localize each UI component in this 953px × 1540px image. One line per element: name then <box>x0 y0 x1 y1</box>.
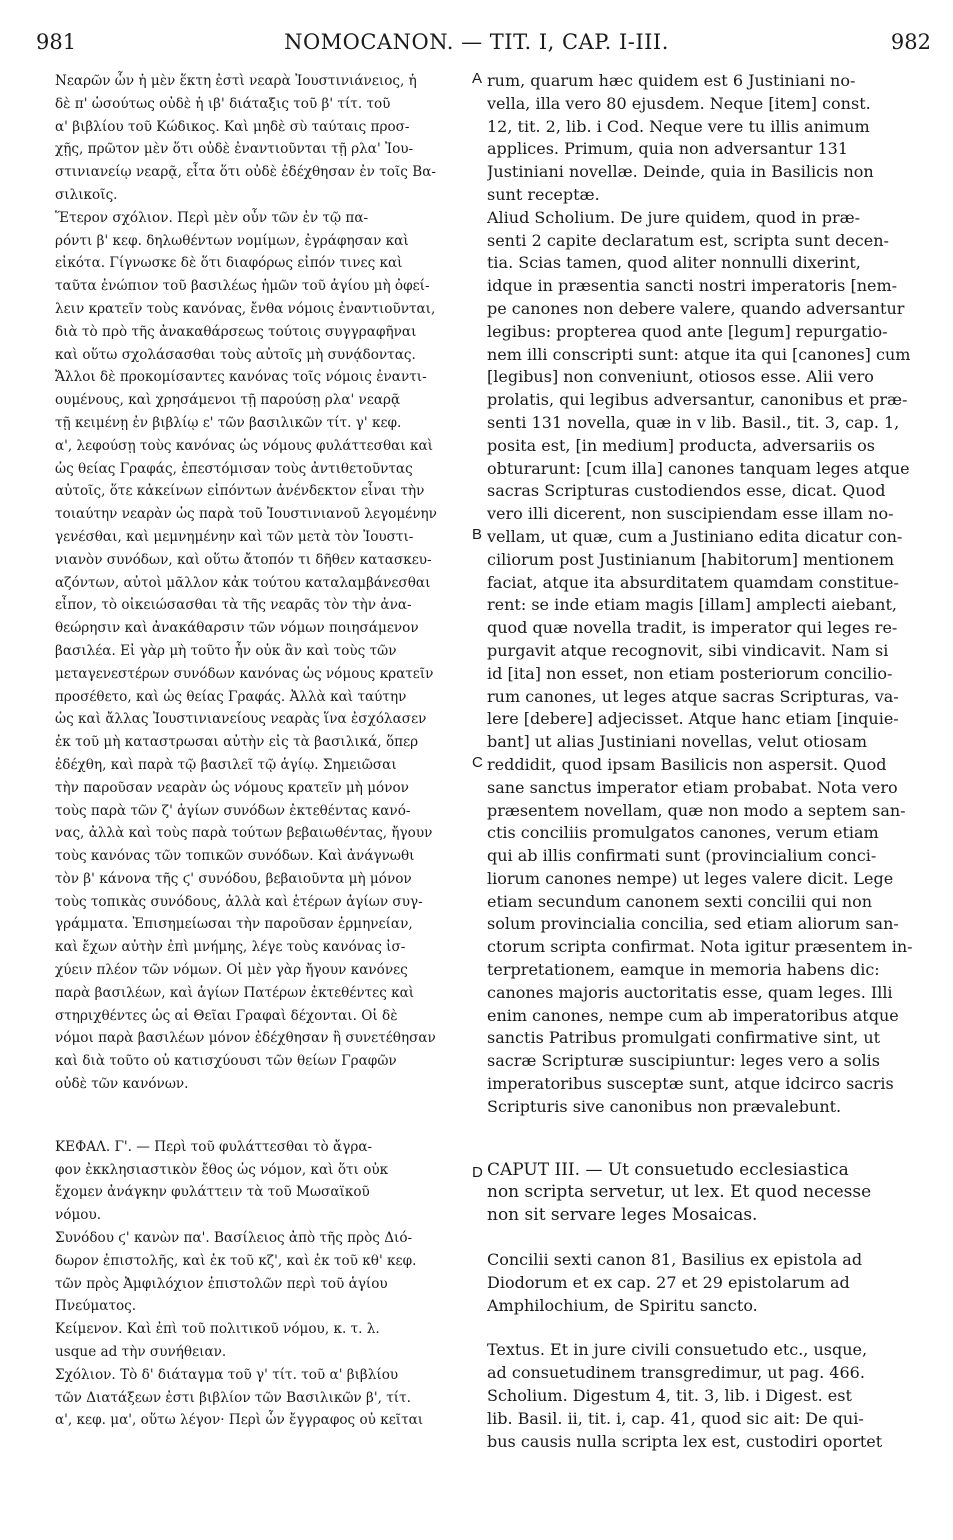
text-line: solum provincialia concilia, sed etiam aliorum san- <box>487 914 899 934</box>
text-line: canones majoris auctoritatis esse, quam leges. Illi <box>487 982 893 1002</box>
text-line: τοὺς τοπικὰς συνόδους, ἀλλὰ καὶ ἑτέρων ἁγίων συγ- <box>55 893 423 910</box>
text-line: α', κεφ. μα', οὕτω λέγον· Περὶ ὧν ἔγγραφος οὐ κεῖται <box>55 1412 424 1429</box>
text-line: bant] ut alias Justiniani novellas, velut otiosam <box>487 732 867 752</box>
text-line: νας, ἀλλὰ καὶ τοὺς παρὰ τούτων βεβαιωθέντας, ἤγουν <box>55 825 433 842</box>
text-line: βασιλέα. Εἰ γὰρ μὴ τοῦτο ἦν οὐκ ἂν καὶ τοὺς τῶν <box>55 642 397 659</box>
greek-paragraph-6 <box>55 1318 470 1364</box>
page-number-right: 982 <box>890 30 931 54</box>
text-line: λειν κρατεῖν τοὺς κανόνας, ἔνθα νόμοις ἐναντιοῦνται, <box>55 300 436 317</box>
text-line: Justiniani novellæ. Deinde, quia in Basilicis non <box>487 162 874 182</box>
text-line: ἐκ τοῦ μὴ καταστρωσαι αὐτὴν εἰς τὰ βασιλικά, ὅπερ <box>55 734 419 751</box>
text-line: usque ad τὴν συνήθειαν. <box>55 1344 227 1361</box>
text-line: non sit servare leges Mosaicas. <box>487 1205 758 1226</box>
text-line: Scripturis sive canonibus non prævalebunt. <box>487 1096 842 1116</box>
text-line: enim canones, nempe cum ab imperatoribus atque <box>487 1005 899 1025</box>
greek-paragraph-7 <box>55 1364 470 1432</box>
section-gap <box>55 1096 470 1136</box>
text-line: δὲ π' ὡσούτως οὐδὲ ἡ ιβ' διάταξις τοῦ β' τίτ. τοῦ <box>55 95 391 112</box>
text-line: applices. Primum, quia non adversantur 131 <box>487 139 849 159</box>
text-line: γενέσθαι, καὶ μεμνημένην καὶ τῶν μετὰ τὸν Ἰουστι- <box>55 528 414 545</box>
text-line: imperatoribus susceptæ sunt, atque idcirco sacris <box>487 1074 894 1094</box>
text-line: σιλικοῖς. <box>55 186 118 203</box>
greek-paragraph-1 <box>55 70 470 207</box>
text-line: idque in præsentia sancti nostri imperatoris [nem- <box>487 276 898 296</box>
text-line: ὡς καὶ ἄλλας Ἰουστινιανείους νεαρὰς ἵνα ἐσχόλασεν <box>55 711 427 728</box>
text-line: obturarunt: [cum illa] canones tanquam leges atque <box>487 458 910 478</box>
text-line: τῶν πρὸς Ἀμφιλόχιον ἐπιστολῶν περὶ τοῦ ἁγίου <box>55 1275 388 1292</box>
text-line: Amphilochium, de Spiritu sancto. <box>487 1295 758 1315</box>
latin-column <box>487 70 927 1453</box>
margin-letter-c: C <box>472 754 483 771</box>
text-line: ουμένους, καὶ χρησάμενοι τῇ παρούσῃ ρλα' νεαρᾷ <box>55 392 401 409</box>
text-line: lere [debere] adjecisset. Atque hanc etiam [inquie- <box>487 709 899 729</box>
page-number-left: 981 <box>36 30 77 54</box>
text-line: παρὰ βασιλέων, καὶ ἁγίων Πατέρων ἐκτεθέντες καὶ <box>55 984 415 1001</box>
latin-paragraph-6 <box>487 1385 927 1453</box>
text-line: α' βιβλίου τοῦ Κώδικος. Καὶ μηδὲ σὺ ταύταις προσ- <box>55 118 410 135</box>
text-line: purgavit atque recognovit, sibi vindicavit. Nam si <box>487 640 889 660</box>
text-line: reddidit, quod ipsam Basilicis non aspersit. Quod <box>487 754 887 774</box>
text-line: τῇ κειμένῃ ἐν βιβλίῳ ε' τῶν βασιλικῶν τίτ. γ' κεφ. <box>55 414 402 431</box>
text-line: στηριχθέντες ὡς αἱ Θεῖαι Γραφαὶ δέχονται. Οἱ δὲ <box>55 1007 398 1024</box>
text-line: δωρον ἐπιστολῆς, καὶ ἐκ τοῦ κζ', καὶ ἐκ τοῦ κθ' κεφ. <box>55 1252 417 1269</box>
greek-paragraph-2 <box>55 207 470 367</box>
text-line: sunt receptæ. <box>487 184 600 204</box>
text-line: α', λεφούσῃ τοὺς κανόνας ὡς νόμους φυλάττεσθαι καὶ <box>55 437 433 454</box>
paragraph-gap <box>487 1317 927 1339</box>
latin-chapter-heading <box>487 1159 927 1227</box>
text-line: νόμου. <box>55 1207 102 1224</box>
text-line: 12, tit. 2, lib. i Cod. Neque vere tu illis animum <box>487 116 870 136</box>
text-line: ρόντι β' κεφ. δηλωθέντων νομίμων, ἐγράφησαν καὶ <box>55 232 409 249</box>
text-line: præsentem novellam, quæ non modo a septem san- <box>487 800 906 820</box>
text-line: Scholium. Digestum 4, tit. 3, lib. i Digest. est <box>487 1386 852 1406</box>
text-line: qui ab illis confirmati sunt (provincialium conci- <box>487 846 877 866</box>
text-line: εἶπον, τὸ οἰκειώσασθαι τὰ τῆς νεαρᾶς τὸν τὴν ἀνα- <box>55 597 412 614</box>
text-line: καὶ ἔχων αὐτὴν ἐπὶ μνήμης, λέγε τοὺς κανόνας ἰσ- <box>55 939 406 956</box>
text-line: ἐδέχθη, καὶ παρὰ τῷ βασιλεῖ τῷ ἁγίῳ. Σημειῶσαι <box>55 756 397 773</box>
text-line: προσέθετο, καὶ ὡς θείας Γραφάς. Ἀλλὰ καὶ ταύτην <box>55 688 407 705</box>
text-line: ΚΕΦΑΛ. Γ'. — Περὶ τοῦ φυλάττεσθαι τὸ ἄγρα- <box>55 1138 373 1155</box>
latin-paragraph-5 <box>487 1339 927 1385</box>
text-line: sacras Scripturas custodiendos esse, dicat. Quod <box>487 481 886 501</box>
text-line: φον ἐκκλησιαστικὸν ἔθος ὡς νόμον, καὶ ὅτι οὐκ <box>55 1161 389 1178</box>
text-line: νόμοι παρὰ βασιλέων μόνον ἐδέχθησαν ἢ συνετέθησαν <box>55 1030 436 1047</box>
greek-paragraph-5 <box>55 1227 470 1318</box>
text-line: [legibus] non conveniunt, otiosos esse. Alii vero <box>487 367 874 387</box>
text-line: τὴν παροῦσαν νεαρὰν ὡς νόμους κρατεῖν μὴ μόνον <box>55 779 409 796</box>
text-line: τοιαύτην νεαρὰν ὡς παρὰ τοῦ Ἰουστινιανοῦ λεγομένην <box>55 506 437 523</box>
text-line: ctis conciliis promulgatos canones, verum etiam <box>487 823 879 843</box>
margin-letter-a: A <box>472 70 483 87</box>
section-gap <box>487 1119 927 1159</box>
text-line: τοὺς κανόνας τῶν τοπικῶν συνόδων. Καὶ ἀνάγνωθι <box>55 848 415 865</box>
margin-letter-d: D <box>472 1164 483 1181</box>
text-line: pe canones non debere valere, quando adversantur <box>487 298 905 318</box>
text-line: διὰ τὸ πρὸ τῆς ἀνακαθάρσεως τούτοις συγγραφῆναι <box>55 323 417 340</box>
text-line: rum canones, ut leges atque sacras Scripturas, va- <box>487 686 899 706</box>
text-line: Diodorum et ex cap. 27 et 29 epistolarum ad <box>487 1272 850 1292</box>
text-line: ctorum scripta confirmat. Nota igitur præsentem in- <box>487 937 913 957</box>
text-line: ad consuetudinem transgredimur, ut pag. 466. <box>487 1363 865 1383</box>
text-line: nem illi conscripti sunt: atque ita qui [canones] cum <box>487 344 911 364</box>
text-line: αζόντων, αὐτοὶ μᾶλλον κἀκ τούτου καταλαμβάνεσθαι <box>55 574 431 591</box>
text-line: θεώρησιν καὶ ἀνακάθαρσιν τῶν νόμων ποιησάμενον <box>55 620 419 637</box>
text-line: ταῦτα ἐνώπιον τοῦ βασιλέως ἡμῶν τοῦ ἁγίου μὴ ὀφεί- <box>55 278 430 295</box>
text-line: Concilii sexti canon 81, Basilius ex epistola ad <box>487 1250 863 1270</box>
greek-chapter-heading <box>55 1136 470 1227</box>
latin-paragraph-2 <box>487 207 927 1119</box>
text-line: CAPUT III. — Ut consuetudo ecclesiastica <box>487 1159 849 1180</box>
text-line: senti 131 novella, quæ in v lib. Basil., tit. 3, cap. 1, <box>487 412 900 432</box>
text-line: prolatis, qui legibus adversantur, canonibus et præ- <box>487 390 908 410</box>
text-line: non scripta servetur, ut lex. Et quod necesse <box>487 1182 872 1203</box>
text-line: τοὺς παρὰ τῶν ζ' ἁγίων συνόδων ἐκτεθέντας κανό- <box>55 802 411 819</box>
text-line: Κείμενον. Καὶ ἐπὶ τοῦ πολιτικοῦ νόμου, κ. τ. λ. <box>55 1321 380 1338</box>
text-line: vellam, ut quæ, cum a Justiniano edita dicatur con- <box>487 526 903 546</box>
page-header <box>0 30 953 60</box>
text-line: etiam secundum canonem sexti concilii qui non <box>487 891 873 911</box>
text-line: senti 2 capite declaratum est, scripta sunt decen- <box>487 230 889 250</box>
latin-paragraph-1 <box>487 70 927 207</box>
text-line: posita est, [in medium] producta, adversariis os <box>487 435 875 455</box>
text-line: liorum canones nempe) ut leges valere dicit. Lege <box>487 868 894 888</box>
running-title: NOMOCANON. — TIT. I, CAP. I-III. <box>284 30 669 54</box>
text-line: Συνόδου ϛ' κανὼν πα'. Βασίλειος ἀπὸ τῆς πρὸς Διό- <box>55 1230 413 1247</box>
text-line: ὡς θείας Γραφάς, ἐπεστόμισαν τοὺς ἀντιθετοῦντας <box>55 460 413 477</box>
text-line: καὶ διὰ τοῦτο οὐ κατισχύουσι τῶν θείων Γραφῶν <box>55 1053 397 1070</box>
text-line: χύειν πλέον τῶν νόμων. Οἱ μὲν γὰρ ἤγουν κανόνες <box>55 962 408 979</box>
text-line: τὸν β' κάνονα τῆς ϛ' συνόδου, βεβαιοῦντα μὴ μόνον <box>55 870 412 887</box>
text-line: bus causis nulla scripta lex est, custodiri oportet <box>487 1431 883 1451</box>
heading-gap <box>487 1227 927 1249</box>
text-line: εἰκότα. Γίγνωσκε δὲ ὅτι διαφόρως εἰπόν τινες καὶ <box>55 255 403 272</box>
text-line: ἔχομεν ἀνάγκην φυλάττειν τὰ τοῦ Μωσαϊκοῦ <box>55 1184 370 1201</box>
margin-letter-b: B <box>472 526 483 543</box>
text-line: sacræ Scripturæ suscipiuntur: leges vero a solis <box>487 1051 880 1071</box>
text-line: χῇς, πρῶτον μὲν ὅτι οὐδὲ ἐναντιοῦνται τῇ ρλα' Ἰου- <box>55 141 414 158</box>
latin-paragraph-4 <box>487 1249 927 1317</box>
text-line: οὐδὲ τῶν κανόνων. <box>55 1076 189 1093</box>
text-line: sane sanctus imperator etiam probabat. Nota vero <box>487 777 898 797</box>
text-line: tia. Scias tamen, quod aliter nonnulli dixerint, <box>487 253 861 273</box>
text-line: terpretationem, eamque in memoria habens dic: <box>487 960 880 980</box>
text-line: Ἕτερον σχόλιον. Περὶ μὲν οὖν τῶν ἐν τῷ πα- <box>55 209 369 226</box>
greek-column <box>55 70 470 1432</box>
text-line: lib. Basil. ii, tit. i, cap. 41, quod sic ait: De qui- <box>487 1408 864 1428</box>
text-line: αὐτοῖς, ὅτε κἀκείνων εἰπόντων ἀνένδεκτον εἶναι τὴν <box>55 483 425 500</box>
text-line: Aliud Scholium. De jure quidem, quod in præ- <box>487 207 861 227</box>
text-line: Σχόλιον. Τὸ δ' διάταγμα τοῦ γ' τίτ. τοῦ α' βιβλίου <box>55 1366 399 1383</box>
text-line: μεταγενεστέρων συνόδων κανόνας ὡς νόμους κρατεῖν <box>55 665 434 682</box>
text-line: rent: se inde etiam magis [illam] amplecti aiebant, <box>487 595 897 615</box>
text-line: καὶ οὕτω σχολάσασθαι τοὺς αὐτοῖς μὴ συνᾴδοντας. <box>55 346 416 363</box>
text-line: στινιανείῳ νεαρᾷ, εἶτα ὅτι οὐδὲ ἐδέχθησαν ἐν τοῖς Βα- <box>55 164 436 181</box>
text-line: Textus. Et in jure civili consuetudo etc., usque, <box>487 1340 868 1360</box>
text-line: γράμματα. Ἐπισημείωσαι τὴν παροῦσαν ἑρμηνείαν, <box>55 916 413 933</box>
text-line: Ἄλλοι δὲ προκομίσαντες κανόνας τοῖς νόμοις ἐναντι- <box>55 369 427 386</box>
text-line: vero illi dicerent, non suscipiendam esse illam no- <box>487 504 894 524</box>
text-line: id [ita] non esset, non etiam posteriorum concilio- <box>487 663 893 683</box>
text-line: quod quæ novella tradit, is imperator qui leges re- <box>487 618 898 638</box>
text-line: rum, quarum hæc quidem est 6 Justiniani no- <box>487 71 856 90</box>
text-line: Νεαρῶν ὧν ἡ μὲν ἕκτη ἐστὶ νεαρὰ Ἰουστινιάνειος, ἡ <box>55 73 417 89</box>
text-line: νιανὸν συνόδων, καὶ οὕτω ἄτοπόν τι δῆθεν κατασκευ- <box>55 551 432 568</box>
text-line: legibus: propterea quod ante [legum] repurgatio- <box>487 321 888 341</box>
text-line: sanctis Patribus promulgati confirmative sint, ut <box>487 1028 881 1048</box>
text-line: τῶν Διατάξεων ἐστι βιβλίον τῶν Βασιλικῶν β', τίτ. <box>55 1389 411 1406</box>
text-line: vella, illa vero 80 ejusdem. Neque [item] const. <box>487 93 871 113</box>
text-line: Πνεύματος. <box>55 1298 137 1315</box>
greek-paragraph-3 <box>55 366 470 1096</box>
text-line: ciliorum post Justinianum [habitorum] mentionem <box>487 549 895 569</box>
text-line: faciat, atque ita absurditatem quamdam constitue- <box>487 572 899 592</box>
